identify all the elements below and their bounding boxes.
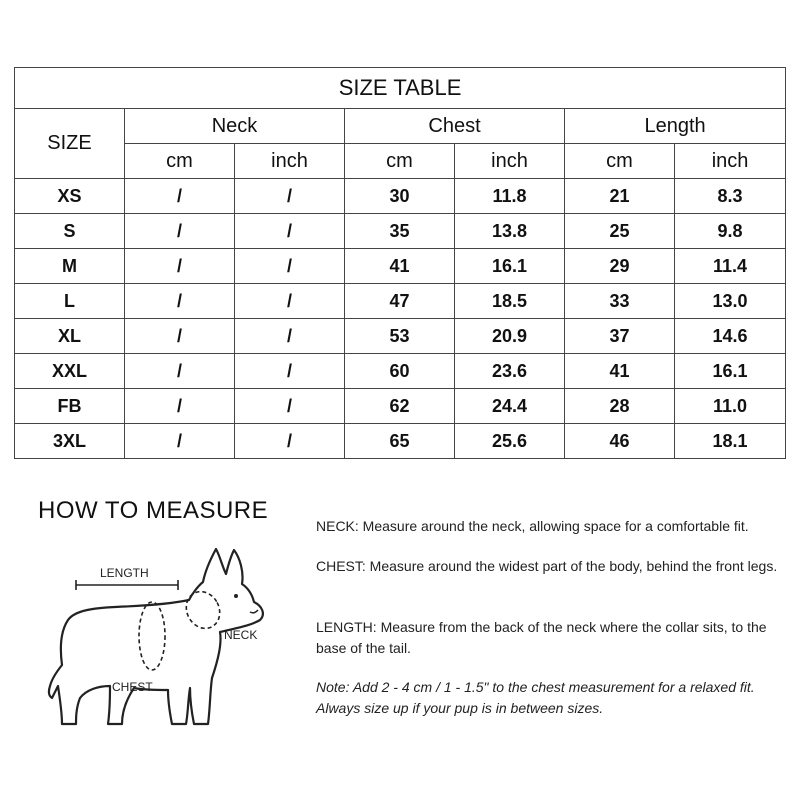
size-cell: FB [15,389,125,424]
value-cell: 24.4 [455,389,565,424]
value-cell: 9.8 [675,214,786,249]
value-cell: 13.0 [675,284,786,319]
value-cell: 33 [565,284,675,319]
unit-header: cm [565,144,675,179]
value-cell: / [125,284,235,319]
length-label: LENGTH [100,566,149,580]
value-cell: / [235,284,345,319]
value-cell: 41 [345,249,455,284]
how-to-heading: HOW TO MEASURE [38,497,269,524]
value-cell: 23.6 [455,354,565,389]
value-cell: 14.6 [675,319,786,354]
value-cell: / [235,214,345,249]
value-cell: 30 [345,179,455,214]
value-cell: 11.0 [675,389,786,424]
unit-header: cm [125,144,235,179]
value-cell: 18.1 [675,424,786,459]
chest-label: CHEST [112,680,153,694]
value-cell: 13.8 [455,214,565,249]
value-cell: 21 [565,179,675,214]
size-header: SIZE [15,109,125,179]
value-cell: / [235,319,345,354]
value-cell: 46 [565,424,675,459]
value-cell: / [235,249,345,284]
dog-diagram [40,540,280,740]
value-cell: 28 [565,389,675,424]
size-cell: XS [15,179,125,214]
value-cell: 35 [345,214,455,249]
value-cell: 11.4 [675,249,786,284]
value-cell: 16.1 [675,354,786,389]
table-row [15,179,786,214]
neck-instructions: NECK: Measure around the neck, allowing space for a comfortable fit. [316,518,749,534]
value-cell: / [125,249,235,284]
value-cell: / [235,354,345,389]
size-cell: M [15,249,125,284]
group-header-chest: Chest [345,109,565,144]
value-cell: / [125,354,235,389]
length-instructions: LENGTH: Measure from the back of the neck where the collar sits, to the base of the tail. [316,619,767,656]
chest-instructions: CHEST: Measure around the widest part of the body, behind the front legs. [316,558,778,574]
value-cell: 18.5 [455,284,565,319]
unit-header: inch [235,144,345,179]
table-body [15,179,786,459]
value-cell: 20.9 [455,319,565,354]
value-cell: / [125,179,235,214]
value-cell: 8.3 [675,179,786,214]
value-cell: 47 [345,284,455,319]
value-cell: 60 [345,354,455,389]
table-row [15,249,786,284]
unit-header: inch [455,144,565,179]
table-title: SIZE TABLE [15,68,786,109]
value-cell: / [235,389,345,424]
chest-measure-line [139,602,165,670]
table-row [15,214,786,249]
neck-measure-line [180,586,226,635]
value-cell: 16.1 [455,249,565,284]
value-cell: 37 [565,319,675,354]
value-cell: 11.8 [455,179,565,214]
value-cell: / [125,214,235,249]
size-table [14,67,786,459]
value-cell: / [125,424,235,459]
size-cell: XXL [15,354,125,389]
fit-note: Note: Add 2 - 4 cm / 1 - 1.5" to the chest measurement for a relaxed fit. Always size up if your pup is in between sizes. [316,679,755,716]
group-header-length: Length [565,109,786,144]
value-cell: / [235,424,345,459]
group-header-neck: Neck [125,109,345,144]
neck-label: NECK [224,628,258,642]
value-cell: 65 [345,424,455,459]
unit-header: cm [345,144,455,179]
table-row [15,389,786,424]
value-cell: 25.6 [455,424,565,459]
table-row [15,319,786,354]
unit-header: inch [675,144,786,179]
dog-mouth-icon [250,610,258,613]
size-cell: 3XL [15,424,125,459]
value-cell: 29 [565,249,675,284]
value-cell: / [125,389,235,424]
size-cell: XL [15,319,125,354]
table-row [15,284,786,319]
table-row [15,424,786,459]
value-cell: 25 [565,214,675,249]
dog-eye-icon [234,594,238,598]
value-cell: 53 [345,319,455,354]
value-cell: / [125,319,235,354]
value-cell: 41 [565,354,675,389]
size-cell: L [15,284,125,319]
value-cell: 62 [345,389,455,424]
value-cell: / [235,179,345,214]
size-cell: S [15,214,125,249]
table-row [15,354,786,389]
